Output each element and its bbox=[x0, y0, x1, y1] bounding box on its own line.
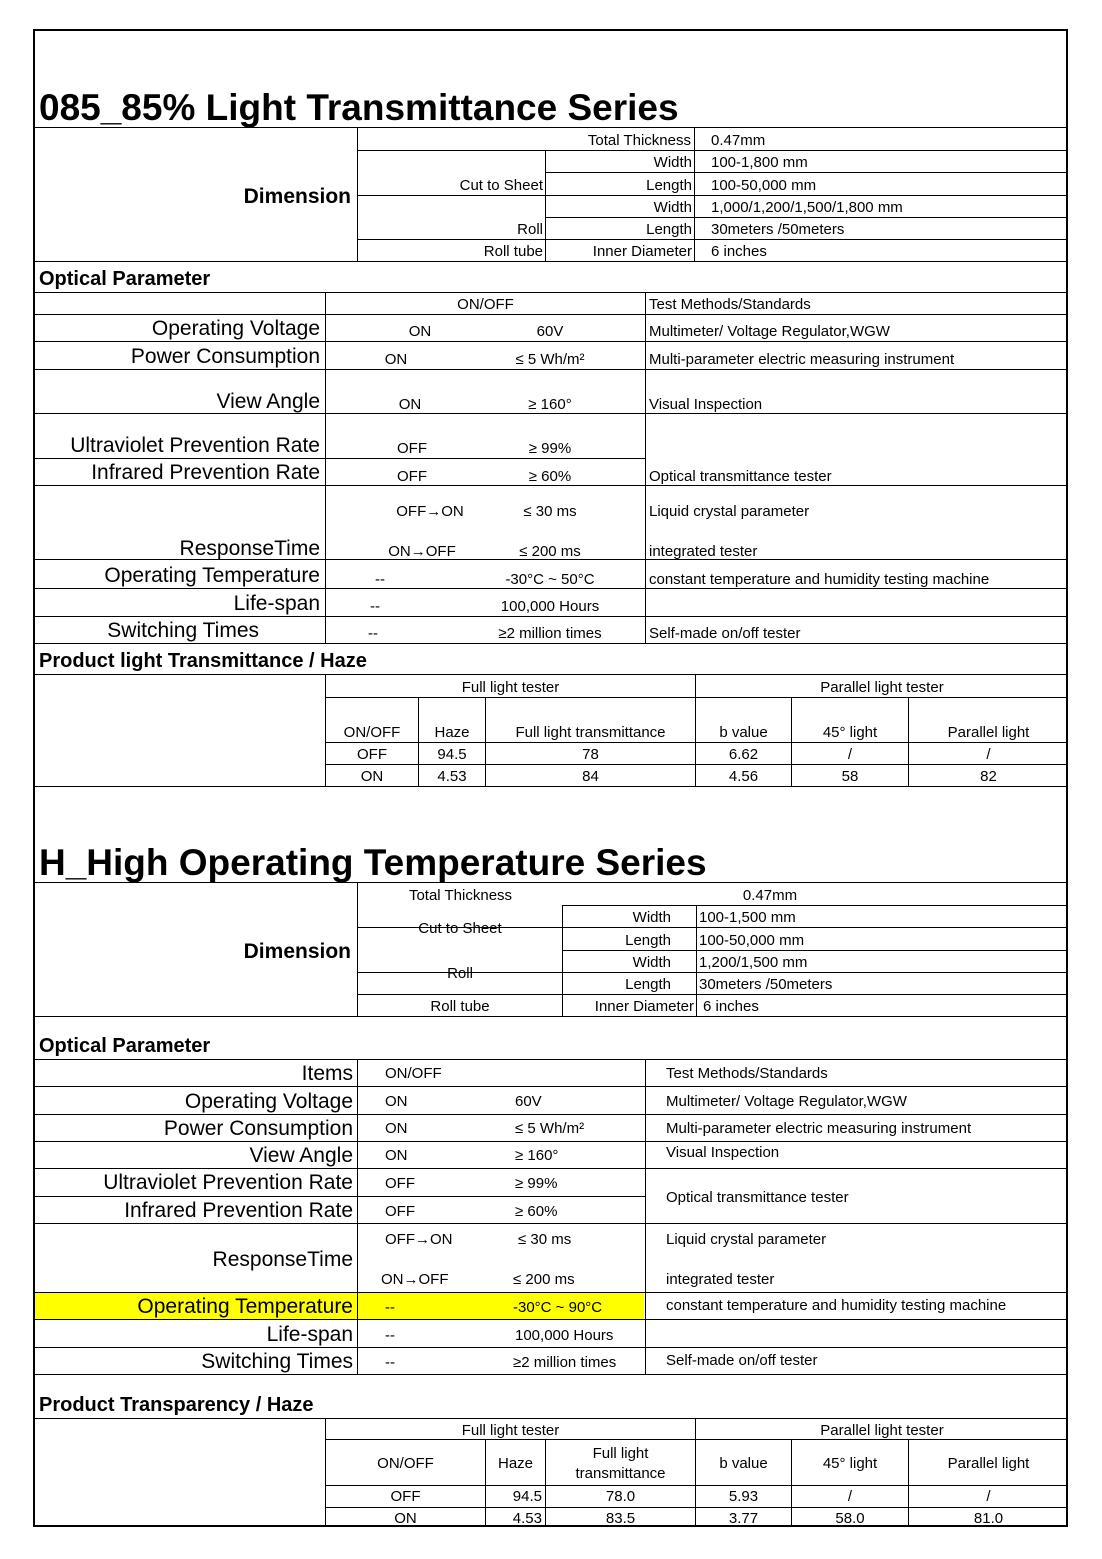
value: ≤ 30 ms bbox=[518, 1231, 572, 1248]
rule bbox=[358, 195, 1068, 196]
rule bbox=[35, 1086, 1068, 1087]
cell: ON bbox=[360, 768, 384, 785]
item-ir-prevention: Infrared Prevention Rate bbox=[91, 461, 320, 484]
value: 100,000 Hours bbox=[515, 1327, 614, 1344]
method: integrated tester bbox=[666, 1271, 775, 1288]
state: OFF bbox=[385, 1175, 415, 1192]
method: Self-made on/off tester bbox=[649, 625, 801, 642]
header-parallel-light: Parallel light bbox=[947, 1455, 1030, 1472]
header-haze: Haze bbox=[434, 724, 470, 741]
rule bbox=[545, 217, 1068, 218]
cell: 83.5 bbox=[605, 1510, 636, 1527]
cell: 4.56 bbox=[728, 768, 759, 785]
width-label: Width bbox=[653, 199, 692, 216]
value: ≥ 60% bbox=[515, 1203, 558, 1220]
method: Visual Inspection bbox=[666, 1144, 780, 1161]
sheet-width-value: 100-1,800 mm bbox=[711, 154, 808, 171]
cell: 3.77 bbox=[728, 1510, 759, 1527]
state: -- bbox=[368, 625, 378, 642]
cut-to-sheet-label: Cut to Sheet bbox=[459, 177, 543, 194]
state: ON bbox=[398, 396, 422, 413]
item-switching-times: Switching Times bbox=[107, 619, 259, 642]
haze-heading: Product light Transmittance / Haze bbox=[39, 650, 367, 672]
rule bbox=[35, 341, 1068, 342]
full-light-tester: Full light tester bbox=[461, 1422, 560, 1439]
item-life-span: Life-span bbox=[266, 1323, 353, 1346]
rule bbox=[325, 742, 1068, 743]
value: ≥ 99% bbox=[515, 1175, 558, 1192]
rule bbox=[35, 1374, 1068, 1375]
rule bbox=[357, 127, 358, 261]
rule bbox=[35, 127, 1068, 128]
rule bbox=[35, 458, 645, 459]
length-label: Length bbox=[646, 177, 692, 194]
inner-diameter-value: 6 inches bbox=[711, 243, 767, 260]
rule bbox=[325, 1507, 1068, 1508]
method: constant temperature and humidity testing machine bbox=[649, 571, 990, 588]
parallel-light-tester: Parallel light tester bbox=[820, 679, 944, 696]
rule bbox=[35, 292, 1068, 293]
method: Multi-parameter electric measuring instrument bbox=[666, 1120, 972, 1137]
rule bbox=[35, 261, 1068, 262]
cell: 84 bbox=[582, 768, 599, 785]
cell: OFF bbox=[357, 746, 387, 763]
item-view-angle: View Angle bbox=[249, 1144, 353, 1167]
item-power-consumption: Power Consumption bbox=[163, 1117, 353, 1140]
method: Visual Inspection bbox=[649, 396, 763, 413]
roll-length-value: 30meters /50meters bbox=[711, 221, 845, 238]
col-items: Items bbox=[301, 1062, 353, 1085]
cell: / bbox=[986, 1488, 991, 1505]
method: Multi-parameter electric measuring instrument bbox=[649, 351, 955, 368]
roll-tube-label: Roll tube bbox=[483, 243, 543, 260]
sheet-length-value: 100-50,000 mm bbox=[699, 932, 805, 949]
header-haze: Haze bbox=[497, 1455, 534, 1472]
header-onoff: ON/OFF bbox=[377, 1455, 434, 1472]
rule bbox=[562, 905, 1068, 906]
rule bbox=[645, 292, 646, 643]
rule bbox=[35, 588, 1068, 589]
method: Optical transmittance tester bbox=[666, 1189, 849, 1206]
rule bbox=[35, 1016, 1068, 1017]
item-switching-times: Switching Times bbox=[201, 1350, 353, 1373]
method: Multimeter/ Voltage Regulator,WGW bbox=[666, 1093, 907, 1110]
cell: / bbox=[986, 746, 991, 763]
rule bbox=[694, 127, 695, 261]
item-response-time: ResponseTime bbox=[179, 537, 320, 560]
rule bbox=[696, 905, 697, 1016]
optical-heading: Optical Parameter bbox=[39, 1035, 211, 1057]
rule bbox=[325, 764, 1068, 765]
value: 60V bbox=[515, 1093, 542, 1110]
rule bbox=[562, 950, 1068, 951]
state: ON bbox=[385, 1120, 408, 1137]
state: ON→OFF bbox=[388, 543, 456, 560]
cell: 94.5 bbox=[512, 1488, 542, 1505]
value: ≤ 5 Wh/m² bbox=[515, 351, 585, 368]
cell: 5.93 bbox=[728, 1488, 759, 1505]
rule bbox=[35, 1059, 1068, 1060]
state: -- bbox=[375, 571, 385, 588]
total-thickness-label: Total Thickness bbox=[587, 132, 691, 149]
rule bbox=[35, 1196, 645, 1197]
item-operating-temperature: Operating Temperature bbox=[104, 564, 320, 587]
rule bbox=[358, 150, 1068, 151]
rule bbox=[35, 1223, 1068, 1224]
state: ON bbox=[385, 1093, 408, 1110]
total-thickness-value: 0.47mm bbox=[742, 887, 798, 904]
rule bbox=[325, 1485, 1068, 1486]
col-methods: Test Methods/Standards bbox=[649, 296, 811, 313]
value: 100,000 Hours bbox=[500, 598, 600, 615]
cell: 6.62 bbox=[728, 746, 759, 763]
rule bbox=[35, 616, 1068, 617]
rule bbox=[35, 369, 1068, 370]
item-life-span: Life-span bbox=[233, 592, 320, 615]
item-operating-temperature: Operating Temperature bbox=[137, 1295, 353, 1318]
cell: / bbox=[847, 746, 853, 763]
parallel-light-tester: Parallel light tester bbox=[820, 1422, 944, 1439]
col-methods: Test Methods/Standards bbox=[666, 1065, 828, 1082]
state: OFF→ON bbox=[385, 1231, 453, 1248]
cell: 94.5 bbox=[437, 746, 467, 763]
item-uv-prevention: Ultraviolet Prevention Rate bbox=[103, 1171, 353, 1194]
rule bbox=[35, 786, 1068, 787]
value: -30°C ~ 90°C bbox=[513, 1299, 603, 1316]
header-parallel-light: Parallel light bbox=[947, 724, 1030, 741]
value: ≤ 200 ms bbox=[513, 1271, 575, 1288]
series1-title: 085_85% Light Transmittance Series bbox=[39, 87, 679, 128]
roll-width-value: 1,000/1,200/1,500/1,800 mm bbox=[711, 199, 903, 216]
state: -- bbox=[370, 598, 380, 615]
value: ≤ 30 ms bbox=[523, 503, 577, 520]
rule bbox=[35, 1292, 1068, 1293]
length-label: Length bbox=[625, 976, 671, 993]
width-label: Width bbox=[632, 909, 671, 926]
rule bbox=[358, 994, 1068, 995]
header-onoff: ON/OFF bbox=[343, 724, 401, 741]
item-view-angle: View Angle bbox=[216, 390, 320, 413]
rule bbox=[545, 172, 1068, 173]
rule bbox=[35, 413, 1068, 414]
method: integrated tester bbox=[649, 543, 758, 560]
cell: 4.53 bbox=[512, 1510, 542, 1527]
cell: 4.53 bbox=[437, 768, 467, 785]
header-b-value: b value bbox=[719, 724, 768, 741]
method: Optical transmittance tester bbox=[649, 468, 832, 485]
state: -- bbox=[385, 1354, 395, 1371]
sheet-length-value: 100-50,000 mm bbox=[711, 177, 817, 194]
rule bbox=[35, 1347, 1068, 1348]
value: 60V bbox=[536, 323, 564, 340]
col-onoff: ON/OFF bbox=[457, 296, 514, 313]
method: Multimeter/ Voltage Regulator,WGW bbox=[649, 323, 890, 340]
method: Liquid crystal parameter bbox=[666, 1231, 827, 1248]
header-45-light: 45° light bbox=[822, 1455, 878, 1472]
cell: 58.0 bbox=[835, 1510, 865, 1527]
header-full-transmittance: Full light bbox=[592, 1445, 649, 1462]
cell: 78 bbox=[582, 746, 599, 763]
rule bbox=[325, 1439, 1068, 1440]
rule bbox=[357, 1059, 358, 1374]
method: Liquid crystal parameter bbox=[649, 503, 810, 520]
cell: 58 bbox=[841, 768, 859, 785]
value: ≥ 160° bbox=[515, 1147, 559, 1164]
value: ≤ 5 Wh/m² bbox=[515, 1120, 585, 1137]
item-operating-voltage: Operating Voltage bbox=[151, 317, 320, 340]
item-ir-prevention: Infrared Prevention Rate bbox=[124, 1199, 353, 1222]
cut-to-sheet-label: Cut to Sheet bbox=[418, 920, 502, 937]
sheet-width-value: 100-1,500 mm bbox=[699, 909, 796, 926]
series2-title: H_High Operating Temperature Series bbox=[39, 842, 707, 883]
roll-width-value: 1,200/1,500 mm bbox=[699, 954, 808, 971]
spec-sheet bbox=[33, 29, 1068, 1527]
cell: ON bbox=[394, 1510, 417, 1527]
value: ≥ 99% bbox=[528, 440, 572, 457]
roll-tube-label: Roll tube bbox=[430, 998, 490, 1015]
rule bbox=[35, 1114, 1068, 1115]
length-label: Length bbox=[646, 221, 692, 238]
inner-diameter-value: 6 inches bbox=[703, 998, 759, 1015]
full-light-tester: Full light tester bbox=[461, 679, 560, 696]
item-response-time: ResponseTime bbox=[212, 1248, 353, 1271]
rule bbox=[35, 674, 1068, 675]
haze-heading: Product Transparency / Haze bbox=[39, 1394, 314, 1416]
inner-diameter-label: Inner Diameter bbox=[592, 243, 692, 260]
total-thickness-label: Total Thickness bbox=[408, 887, 513, 904]
state: OFF bbox=[385, 1203, 415, 1220]
rule bbox=[35, 1418, 1068, 1419]
state: ON bbox=[384, 351, 408, 368]
value: ≤ 200 ms bbox=[519, 543, 581, 560]
state: ON bbox=[408, 323, 432, 340]
rule bbox=[325, 697, 1068, 698]
state: ON→OFF bbox=[381, 1271, 449, 1288]
state: OFF bbox=[397, 440, 427, 457]
header-45-light: 45° light bbox=[822, 724, 878, 741]
state: OFF bbox=[397, 468, 427, 485]
rule bbox=[35, 643, 1068, 644]
rule bbox=[35, 1319, 1068, 1320]
state: -- bbox=[385, 1299, 395, 1316]
cell: 82 bbox=[980, 768, 997, 785]
dimension-label: Dimension bbox=[243, 940, 351, 963]
rule bbox=[35, 485, 1068, 486]
rule bbox=[358, 239, 1068, 240]
total-thickness-value: 0.47mm bbox=[711, 132, 766, 149]
col-onoff: ON/OFF bbox=[385, 1065, 442, 1082]
item-uv-prevention: Ultraviolet Prevention Rate bbox=[70, 434, 320, 457]
cell: 78.0 bbox=[605, 1488, 636, 1505]
cell: 81.0 bbox=[973, 1510, 1004, 1527]
value: -30°C ~ 50°C bbox=[505, 571, 595, 588]
header-full-transmittance-line2: transmittance bbox=[575, 1465, 666, 1482]
roll-length-value: 30meters /50meters bbox=[699, 976, 833, 993]
value: ≥2 million times bbox=[513, 1354, 617, 1371]
rule bbox=[545, 150, 546, 261]
value: ≥ 60% bbox=[528, 468, 572, 485]
item-power-consumption: Power Consumption bbox=[130, 345, 320, 368]
item-operating-voltage: Operating Voltage bbox=[184, 1090, 353, 1113]
roll-label: Roll bbox=[447, 965, 473, 982]
width-label: Width bbox=[653, 154, 692, 171]
rule bbox=[35, 1168, 1068, 1169]
length-label: Length bbox=[625, 932, 671, 949]
rule bbox=[35, 882, 1068, 883]
rule bbox=[35, 314, 1068, 315]
rule bbox=[325, 292, 326, 643]
header-full-transmittance: Full light transmittance bbox=[515, 724, 666, 741]
inner-diameter-label: Inner Diameter bbox=[594, 998, 694, 1015]
state: ON bbox=[385, 1147, 408, 1164]
cell: / bbox=[847, 1488, 853, 1505]
method: Self-made on/off tester bbox=[666, 1352, 818, 1369]
rule bbox=[35, 1141, 1068, 1142]
width-label: Width bbox=[632, 954, 671, 971]
state: -- bbox=[385, 1327, 395, 1344]
state: OFF→ON bbox=[396, 503, 464, 520]
method: constant temperature and humidity testing machine bbox=[666, 1297, 1007, 1314]
value: ≥2 million times bbox=[498, 625, 602, 642]
dimension-label: Dimension bbox=[243, 185, 351, 208]
roll-label: Roll bbox=[517, 221, 543, 238]
rule bbox=[645, 1059, 646, 1374]
cell: OFF bbox=[390, 1488, 421, 1505]
value: ≥ 160° bbox=[528, 396, 572, 413]
optical-heading: Optical Parameter bbox=[39, 268, 211, 290]
header-b-value: b value bbox=[719, 1455, 768, 1472]
